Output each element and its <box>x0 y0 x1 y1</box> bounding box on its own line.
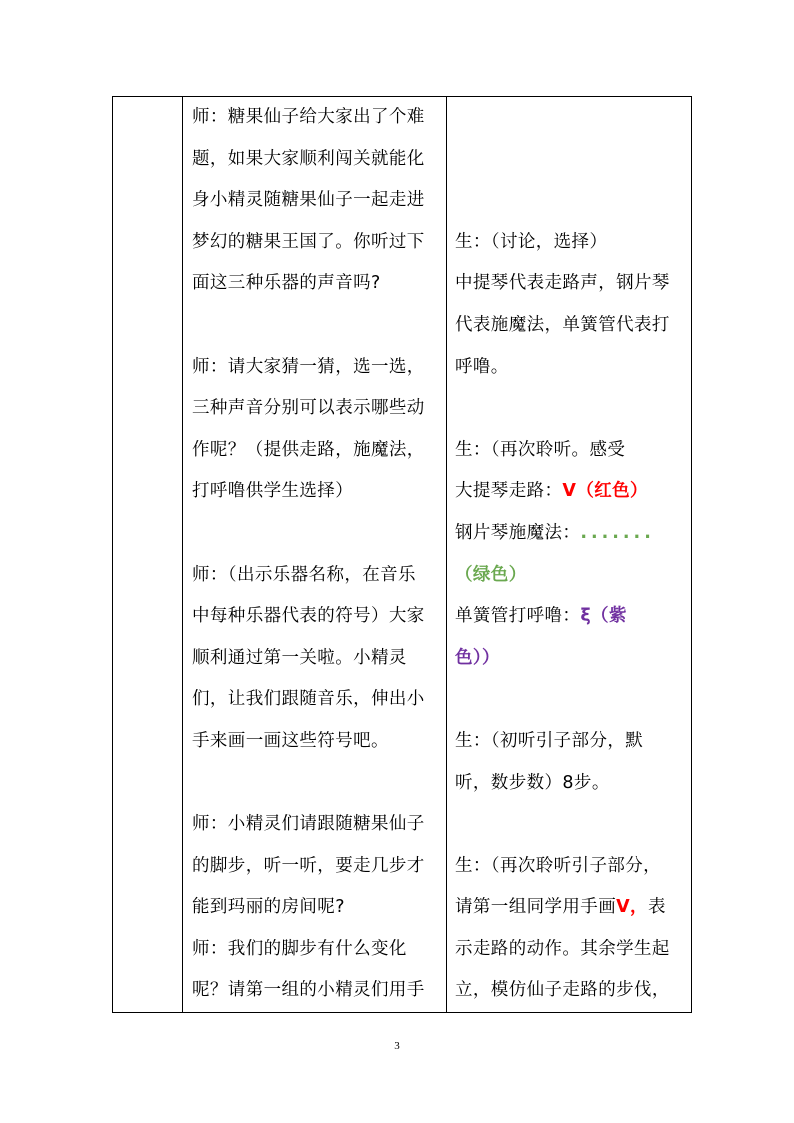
student-line: 生：（讨论，选择） <box>455 231 608 252</box>
spacer <box>192 305 444 347</box>
teacher-line: 能到玛丽的房间呢? <box>192 897 345 918</box>
page-number: 3 <box>394 1040 400 1052</box>
student-line: 示走路的动作。其余学生起 <box>455 938 670 959</box>
teacher-line: 师：请大家猜一猜，选一选， <box>192 356 425 377</box>
teacher-line: 面这三种乐器的声音吗? <box>192 273 381 294</box>
teacher-line: 身小精灵随糖果仙子一起走进 <box>192 190 425 211</box>
walk-symbol: V（红色） <box>562 481 648 502</box>
student-text: 表 <box>647 897 666 918</box>
teacher-line: 们，让我们跟随音乐，伸出小 <box>192 689 425 710</box>
snore-label: 单簧管打呼噜： <box>455 606 581 627</box>
spacer <box>192 763 444 805</box>
teacher-line: 呢？请第一组的小精灵们用手 <box>192 980 425 1001</box>
teacher-line: 题，如果大家顺利闯关就能化 <box>192 148 425 169</box>
teacher-line: 师：糖果仙子给大家出了个难 <box>192 107 425 127</box>
spacer <box>192 513 444 555</box>
snore-symbol-cont: 色）） <box>455 647 500 668</box>
teacher-column <box>192 97 444 1012</box>
teacher-line: 的脚步，听一听，要走几步才 <box>192 855 425 876</box>
snore-symbol: ξ（紫 <box>580 606 627 627</box>
magic-label: 钢片琴施魔法： <box>455 522 581 543</box>
column-divider-2 <box>446 97 447 1012</box>
teacher-line: 顺利通过第一关啦。小精灵 <box>192 647 407 668</box>
student-line: 生：（初听引子部分，默 <box>455 730 644 751</box>
magic-dots: ....... <box>580 522 655 543</box>
student-column <box>455 97 691 1012</box>
teacher-line: 师：小精灵们请跟随糖果仙子 <box>192 814 425 835</box>
student-line <box>455 887 691 929</box>
teacher-line: 打呼噜供学生选择） <box>192 481 354 502</box>
student-line: 生：（再次聆听引子部分， <box>455 855 662 876</box>
student-text: 请第一组同学用手画 <box>455 897 617 918</box>
student-line: 立，模仿仙子走路的步伐， <box>455 980 670 1001</box>
teacher-line: 中每种乐器代表的符号）大家 <box>192 606 425 627</box>
teacher-line: 梦幻的糖果王国了。你听过下 <box>192 231 425 252</box>
student-line: 中提琴代表走路声，钢片琴 <box>455 273 670 294</box>
column-divider-1 <box>182 97 183 1012</box>
teacher-line: 作呢？（提供走路，施魔法， <box>192 439 425 460</box>
magic-color-note: （绿色） <box>455 564 527 585</box>
walk-symbol-line <box>455 471 691 513</box>
student-line: 听，数步数）8步。 <box>455 772 610 793</box>
walk-symbol-inline: V， <box>616 897 648 918</box>
student-line: 生：（再次聆听。感受 <box>455 439 626 460</box>
lesson-table <box>112 96 692 1013</box>
snore-symbol-line <box>455 596 691 638</box>
student-line: 代表施魔法，单簧管代表打 <box>455 314 670 335</box>
teacher-line: 师：（出示乐器名称，在音乐 <box>192 564 416 585</box>
teacher-line: 师：我们的脚步有什么变化 <box>192 938 407 959</box>
teacher-line: 手来画一画这些符号吧。 <box>192 730 389 751</box>
walk-label: 大提琴走路： <box>455 481 563 502</box>
student-line: 呼噜。 <box>455 356 509 377</box>
teacher-line: 三种声音分别可以表示哪些动 <box>192 398 425 419</box>
magic-symbol-line <box>455 513 691 555</box>
